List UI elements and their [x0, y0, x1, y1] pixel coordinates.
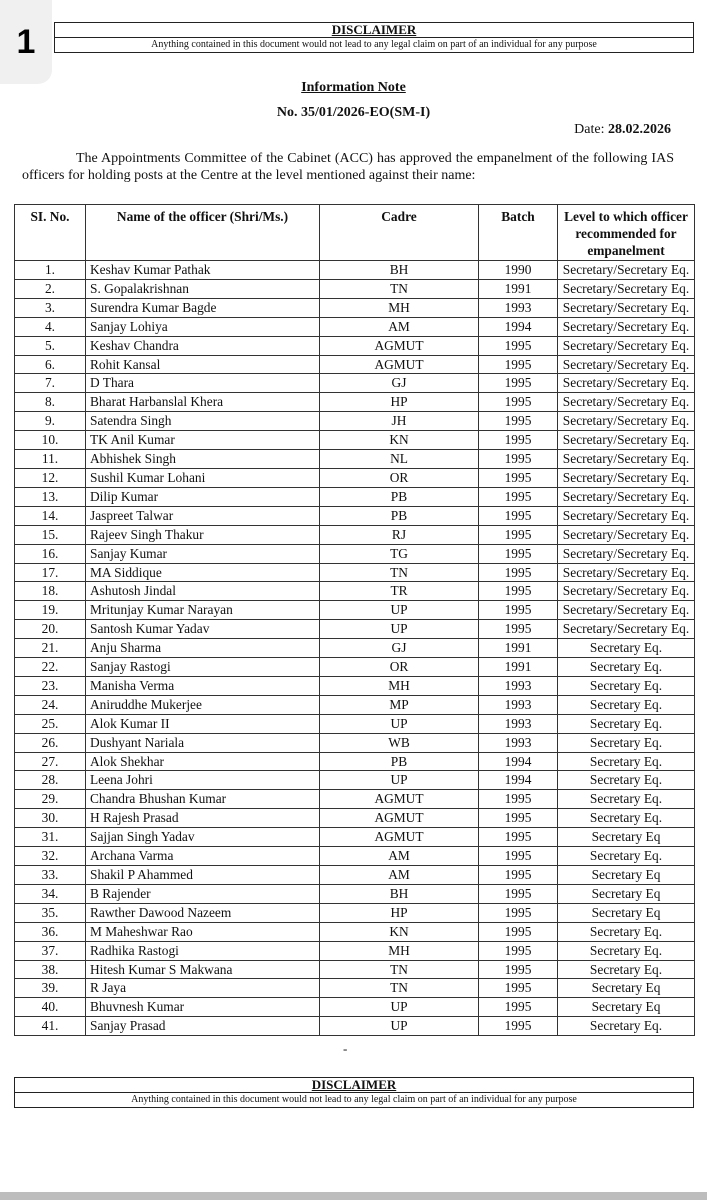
header-officer-name: Name of the officer (Shri/Ms.): [86, 205, 320, 261]
table-row: [15, 714, 695, 733]
cell-officer-name: Jaspreet Talwar: [86, 506, 320, 525]
table-row: [15, 847, 695, 866]
cell-cadre: PB: [320, 752, 479, 771]
bottom-bar: [0, 1192, 707, 1200]
cell-sl-no: 19.: [15, 601, 86, 620]
table-row: [15, 828, 695, 847]
cell-sl-no: 28.: [15, 771, 86, 790]
information-note-title: Information Note: [301, 80, 406, 95]
intro-paragraph: The Appointments Committee of the Cabinet (ACC) has approved the empanelment of the following IAS officers for holding posts at the Centre at the level mentioned against their name:: [22, 151, 674, 183]
cell-level: Secretary Eq.: [558, 922, 695, 941]
cell-sl-no: 20.: [15, 620, 86, 639]
cell-officer-name: Alok Shekhar: [86, 752, 320, 771]
cell-sl-no: 34.: [15, 884, 86, 903]
cell-sl-no: 6.: [15, 355, 86, 374]
cell-batch: 1993: [479, 298, 558, 317]
page-number-badge: 1: [0, 0, 52, 84]
cell-cadre: UP: [320, 620, 479, 639]
cell-officer-name: Sanjay Rastogi: [86, 658, 320, 677]
separator-dash: -: [343, 1041, 348, 1056]
table-row: [15, 771, 695, 790]
cell-cadre: AGMUT: [320, 790, 479, 809]
cell-batch: 1995: [479, 620, 558, 639]
cell-sl-no: 5.: [15, 336, 86, 355]
cell-level: Secretary/Secretary Eq.: [558, 487, 695, 506]
cell-sl-no: 30.: [15, 809, 86, 828]
cell-batch: 1995: [479, 468, 558, 487]
cell-cadre: MP: [320, 695, 479, 714]
cell-cadre: TR: [320, 582, 479, 601]
cell-cadre: AGMUT: [320, 828, 479, 847]
cell-level: Secretary Eq.: [558, 676, 695, 695]
cell-officer-name: Radhika Rastogi: [86, 941, 320, 960]
cell-level: Secretary/Secretary Eq.: [558, 620, 695, 639]
cell-level: Secretary Eq: [558, 866, 695, 885]
cell-cadre: UP: [320, 998, 479, 1017]
cell-sl-no: 2.: [15, 279, 86, 298]
table-row: [15, 903, 695, 922]
cell-sl-no: 41.: [15, 1017, 86, 1036]
cell-batch: 1995: [479, 506, 558, 525]
table-row: [15, 620, 695, 639]
cell-sl-no: 21.: [15, 639, 86, 658]
table-row: [15, 487, 695, 506]
cell-level: Secretary/Secretary Eq.: [558, 563, 695, 582]
cell-level: Secretary Eq.: [558, 714, 695, 733]
cell-level: Secretary/Secretary Eq.: [558, 374, 695, 393]
cell-sl-no: 31.: [15, 828, 86, 847]
table-row: [15, 1017, 695, 1036]
table-row: [15, 733, 695, 752]
cell-level: Secretary/Secretary Eq.: [558, 279, 695, 298]
cell-sl-no: 38.: [15, 960, 86, 979]
cell-cadre: AM: [320, 866, 479, 885]
cell-sl-no: 18.: [15, 582, 86, 601]
cell-sl-no: 8.: [15, 393, 86, 412]
cell-level: Secretary Eq.: [558, 752, 695, 771]
cell-level: Secretary/Secretary Eq.: [558, 506, 695, 525]
cell-sl-no: 15.: [15, 525, 86, 544]
cell-batch: 1990: [479, 261, 558, 280]
cell-batch: 1993: [479, 695, 558, 714]
cell-batch: 1995: [479, 487, 558, 506]
cell-batch: 1995: [479, 563, 558, 582]
cell-sl-no: 10.: [15, 431, 86, 450]
cell-level: Secretary/Secretary Eq.: [558, 582, 695, 601]
cell-level: Secretary Eq.: [558, 695, 695, 714]
table-row: [15, 639, 695, 658]
cell-officer-name: Anju Sharma: [86, 639, 320, 658]
cell-cadre: GJ: [320, 374, 479, 393]
cell-batch: 1995: [479, 866, 558, 885]
cell-officer-name: Alok Kumar II: [86, 714, 320, 733]
cell-sl-no: 4.: [15, 317, 86, 336]
cell-level: Secretary Eq.: [558, 733, 695, 752]
cell-officer-name: Chandra Bhushan Kumar: [86, 790, 320, 809]
cell-level: Secretary Eq.: [558, 658, 695, 677]
cell-officer-name: R Jaya: [86, 979, 320, 998]
cell-level: Secretary/Secretary Eq.: [558, 450, 695, 469]
top-disclaimer-box: [54, 22, 694, 53]
cell-officer-name: Dushyant Nariala: [86, 733, 320, 752]
cell-officer-name: Satendra Singh: [86, 412, 320, 431]
table-row: [15, 374, 695, 393]
cell-cadre: AGMUT: [320, 809, 479, 828]
officers-table: [14, 204, 695, 1036]
cell-officer-name: Leena Johri: [86, 771, 320, 790]
cell-officer-name: Keshav Chandra: [86, 336, 320, 355]
cell-officer-name: Archana Varma: [86, 847, 320, 866]
cell-sl-no: 24.: [15, 695, 86, 714]
cell-officer-name: M Maheshwar Rao: [86, 922, 320, 941]
cell-cadre: UP: [320, 601, 479, 620]
cell-officer-name: Keshav Kumar Pathak: [86, 261, 320, 280]
cell-level: Secretary/Secretary Eq.: [558, 355, 695, 374]
cell-cadre: KN: [320, 431, 479, 450]
cell-batch: 1995: [479, 998, 558, 1017]
cell-officer-name: Aniruddhe Mukerjee: [86, 695, 320, 714]
cell-cadre: KN: [320, 922, 479, 941]
cell-sl-no: 29.: [15, 790, 86, 809]
cell-batch: 1995: [479, 884, 558, 903]
cell-batch: 1993: [479, 676, 558, 695]
table-row: [15, 261, 695, 280]
bottom-disclaimer-box: [14, 1077, 694, 1108]
table-row: [15, 544, 695, 563]
cell-cadre: BH: [320, 261, 479, 280]
cell-officer-name: Bhuvnesh Kumar: [86, 998, 320, 1017]
cell-batch: 1993: [479, 714, 558, 733]
cell-batch: 1995: [479, 847, 558, 866]
cell-sl-no: 27.: [15, 752, 86, 771]
cell-officer-name: Sushil Kumar Lohani: [86, 468, 320, 487]
cell-sl-no: 25.: [15, 714, 86, 733]
cell-cadre: TN: [320, 960, 479, 979]
cell-level: Secretary Eq.: [558, 960, 695, 979]
cell-cadre: PB: [320, 506, 479, 525]
cell-batch: 1994: [479, 771, 558, 790]
cell-level: Secretary Eq: [558, 828, 695, 847]
cell-cadre: UP: [320, 714, 479, 733]
cell-batch: 1995: [479, 1017, 558, 1036]
table-row: [15, 393, 695, 412]
cell-level: Secretary/Secretary Eq.: [558, 336, 695, 355]
cell-sl-no: 37.: [15, 941, 86, 960]
cell-batch: 1995: [479, 525, 558, 544]
disclaimer-text: Anything contained in this document would not lead to any legal claim on part of an individual for any purpose: [15, 1092, 693, 1107]
cell-batch: 1995: [479, 903, 558, 922]
cell-officer-name: MA Siddique: [86, 563, 320, 582]
cell-officer-name: Dilip Kumar: [86, 487, 320, 506]
disclaimer-title: DISCLAIMER: [331, 22, 417, 37]
table-row: [15, 317, 695, 336]
cell-sl-no: 14.: [15, 506, 86, 525]
cell-batch: 1995: [479, 828, 558, 847]
header-level: Level to which officer recommended for empanelment: [558, 205, 695, 261]
cell-cadre: PB: [320, 487, 479, 506]
cell-level: Secretary/Secretary Eq.: [558, 525, 695, 544]
officers-table-body: [15, 261, 695, 1036]
table-row: [15, 506, 695, 525]
cell-officer-name: Abhishek Singh: [86, 450, 320, 469]
cell-level: Secretary Eq.: [558, 771, 695, 790]
header-cadre: Cadre: [320, 205, 479, 261]
disclaimer-title: DISCLAIMER: [311, 1077, 397, 1092]
cell-sl-no: 11.: [15, 450, 86, 469]
cell-cadre: AM: [320, 317, 479, 336]
cell-officer-name: Sanjay Kumar: [86, 544, 320, 563]
cell-batch: 1995: [479, 412, 558, 431]
cell-level: Secretary Eq: [558, 979, 695, 998]
cell-cadre: TN: [320, 279, 479, 298]
cell-cadre: TG: [320, 544, 479, 563]
cell-cadre: MH: [320, 676, 479, 695]
cell-batch: 1995: [479, 922, 558, 941]
cell-sl-no: 17.: [15, 563, 86, 582]
table-row: [15, 582, 695, 601]
cell-cadre: OR: [320, 468, 479, 487]
cell-level: Secretary/Secretary Eq.: [558, 468, 695, 487]
table-row: [15, 298, 695, 317]
cell-level: Secretary Eq: [558, 884, 695, 903]
cell-level: Secretary Eq.: [558, 941, 695, 960]
cell-officer-name: Ashutosh Jindal: [86, 582, 320, 601]
cell-level: Secretary/Secretary Eq.: [558, 601, 695, 620]
cell-batch: 1995: [479, 582, 558, 601]
cell-cadre: BH: [320, 884, 479, 903]
cell-batch: 1995: [479, 960, 558, 979]
cell-officer-name: D Thara: [86, 374, 320, 393]
cell-batch: 1995: [479, 393, 558, 412]
cell-cadre: HP: [320, 393, 479, 412]
cell-cadre: AM: [320, 847, 479, 866]
cell-level: Secretary Eq.: [558, 809, 695, 828]
table-row: [15, 525, 695, 544]
cell-officer-name: Rohit Kansal: [86, 355, 320, 374]
table-row: [15, 884, 695, 903]
table-row: [15, 960, 695, 979]
cell-batch: 1995: [479, 450, 558, 469]
cell-level: Secretary/Secretary Eq.: [558, 298, 695, 317]
table-row: [15, 998, 695, 1017]
disclaimer-text: Anything contained in this document would not lead to any legal claim on part of an individual for any purpose: [55, 37, 693, 52]
cell-batch: 1995: [479, 601, 558, 620]
cell-cadre: JH: [320, 412, 479, 431]
header-sl-no: SI. No.: [15, 205, 86, 261]
cell-cadre: UP: [320, 1017, 479, 1036]
table-row: [15, 809, 695, 828]
cell-batch: 1995: [479, 941, 558, 960]
cell-cadre: MH: [320, 941, 479, 960]
cell-sl-no: 9.: [15, 412, 86, 431]
table-row: [15, 563, 695, 582]
cell-sl-no: 26.: [15, 733, 86, 752]
cell-cadre: UP: [320, 771, 479, 790]
cell-cadre: WB: [320, 733, 479, 752]
date-value: 28.02.2026: [608, 122, 671, 137]
cell-cadre: AGMUT: [320, 336, 479, 355]
cell-officer-name: Rawther Dawood Nazeem: [86, 903, 320, 922]
cell-level: Secretary Eq.: [558, 847, 695, 866]
cell-level: Secretary/Secretary Eq.: [558, 412, 695, 431]
table-row: [15, 676, 695, 695]
cell-sl-no: 7.: [15, 374, 86, 393]
cell-level: Secretary Eq.: [558, 1017, 695, 1036]
table-row: [15, 336, 695, 355]
cell-officer-name: Sajjan Singh Yadav: [86, 828, 320, 847]
cell-officer-name: Shakil P Ahammed: [86, 866, 320, 885]
cell-batch: 1995: [479, 431, 558, 450]
cell-level: Secretary/Secretary Eq.: [558, 544, 695, 563]
cell-officer-name: Manisha Verma: [86, 676, 320, 695]
cell-cadre: NL: [320, 450, 479, 469]
table-row: [15, 412, 695, 431]
table-row: [15, 922, 695, 941]
cell-sl-no: 12.: [15, 468, 86, 487]
cell-batch: 1993: [479, 733, 558, 752]
cell-sl-no: 36.: [15, 922, 86, 941]
table-row: [15, 979, 695, 998]
cell-officer-name: B Rajender: [86, 884, 320, 903]
cell-batch: 1994: [479, 317, 558, 336]
cell-officer-name: Hitesh Kumar S Makwana: [86, 960, 320, 979]
table-row: [15, 431, 695, 450]
cell-officer-name: TK Anil Kumar: [86, 431, 320, 450]
cell-batch: 1995: [479, 336, 558, 355]
table-row: [15, 752, 695, 771]
cell-cadre: MH: [320, 298, 479, 317]
cell-level: Secretary/Secretary Eq.: [558, 317, 695, 336]
date-line: [574, 122, 671, 138]
table-row: [15, 355, 695, 374]
cell-level: Secretary Eq: [558, 903, 695, 922]
cell-cadre: GJ: [320, 639, 479, 658]
note-number: No. 35/01/2026-EO(SM-I): [276, 105, 431, 120]
table-row: [15, 695, 695, 714]
cell-sl-no: 22.: [15, 658, 86, 677]
cell-officer-name: Mritunjay Kumar Narayan: [86, 601, 320, 620]
cell-sl-no: 1.: [15, 261, 86, 280]
cell-batch: 1995: [479, 790, 558, 809]
table-row: [15, 468, 695, 487]
cell-sl-no: 16.: [15, 544, 86, 563]
cell-cadre: AGMUT: [320, 355, 479, 374]
cell-officer-name: Surendra Kumar Bagde: [86, 298, 320, 317]
cell-batch: 1995: [479, 355, 558, 374]
table-row: [15, 658, 695, 677]
cell-level: Secretary Eq.: [558, 790, 695, 809]
cell-batch: 1991: [479, 639, 558, 658]
cell-sl-no: 3.: [15, 298, 86, 317]
cell-level: Secretary/Secretary Eq.: [558, 261, 695, 280]
cell-cadre: TN: [320, 563, 479, 582]
table-row: [15, 866, 695, 885]
cell-batch: 1995: [479, 544, 558, 563]
table-row: [15, 941, 695, 960]
cell-sl-no: 40.: [15, 998, 86, 1017]
cell-level: Secretary Eq: [558, 998, 695, 1017]
table-row: [15, 601, 695, 620]
cell-officer-name: Sanjay Lohiya: [86, 317, 320, 336]
cell-cadre: TN: [320, 979, 479, 998]
cell-sl-no: 33.: [15, 866, 86, 885]
cell-officer-name: Sanjay Prasad: [86, 1017, 320, 1036]
cell-sl-no: 39.: [15, 979, 86, 998]
cell-level: Secretary Eq.: [558, 639, 695, 658]
cell-cadre: RJ: [320, 525, 479, 544]
cell-batch: 1995: [479, 979, 558, 998]
cell-batch: 1991: [479, 658, 558, 677]
cell-batch: 1995: [479, 809, 558, 828]
cell-officer-name: Santosh Kumar Yadav: [86, 620, 320, 639]
cell-sl-no: 32.: [15, 847, 86, 866]
cell-officer-name: Rajeev Singh Thakur: [86, 525, 320, 544]
table-row: [15, 790, 695, 809]
cell-officer-name: H Rajesh Prasad: [86, 809, 320, 828]
cell-batch: 1995: [479, 374, 558, 393]
cell-officer-name: Bharat Harbanslal Khera: [86, 393, 320, 412]
cell-sl-no: 35.: [15, 903, 86, 922]
cell-cadre: OR: [320, 658, 479, 677]
cell-officer-name: S. Gopalakrishnan: [86, 279, 320, 298]
cell-batch: 1991: [479, 279, 558, 298]
cell-sl-no: 23.: [15, 676, 86, 695]
table-row: [15, 279, 695, 298]
header-batch: Batch: [479, 205, 558, 261]
cell-cadre: HP: [320, 903, 479, 922]
cell-sl-no: 13.: [15, 487, 86, 506]
cell-level: Secretary/Secretary Eq.: [558, 431, 695, 450]
table-row: [15, 450, 695, 469]
cell-level: Secretary/Secretary Eq.: [558, 393, 695, 412]
cell-batch: 1994: [479, 752, 558, 771]
table-header-row: [15, 205, 695, 261]
date-label: Date:: [574, 122, 605, 137]
